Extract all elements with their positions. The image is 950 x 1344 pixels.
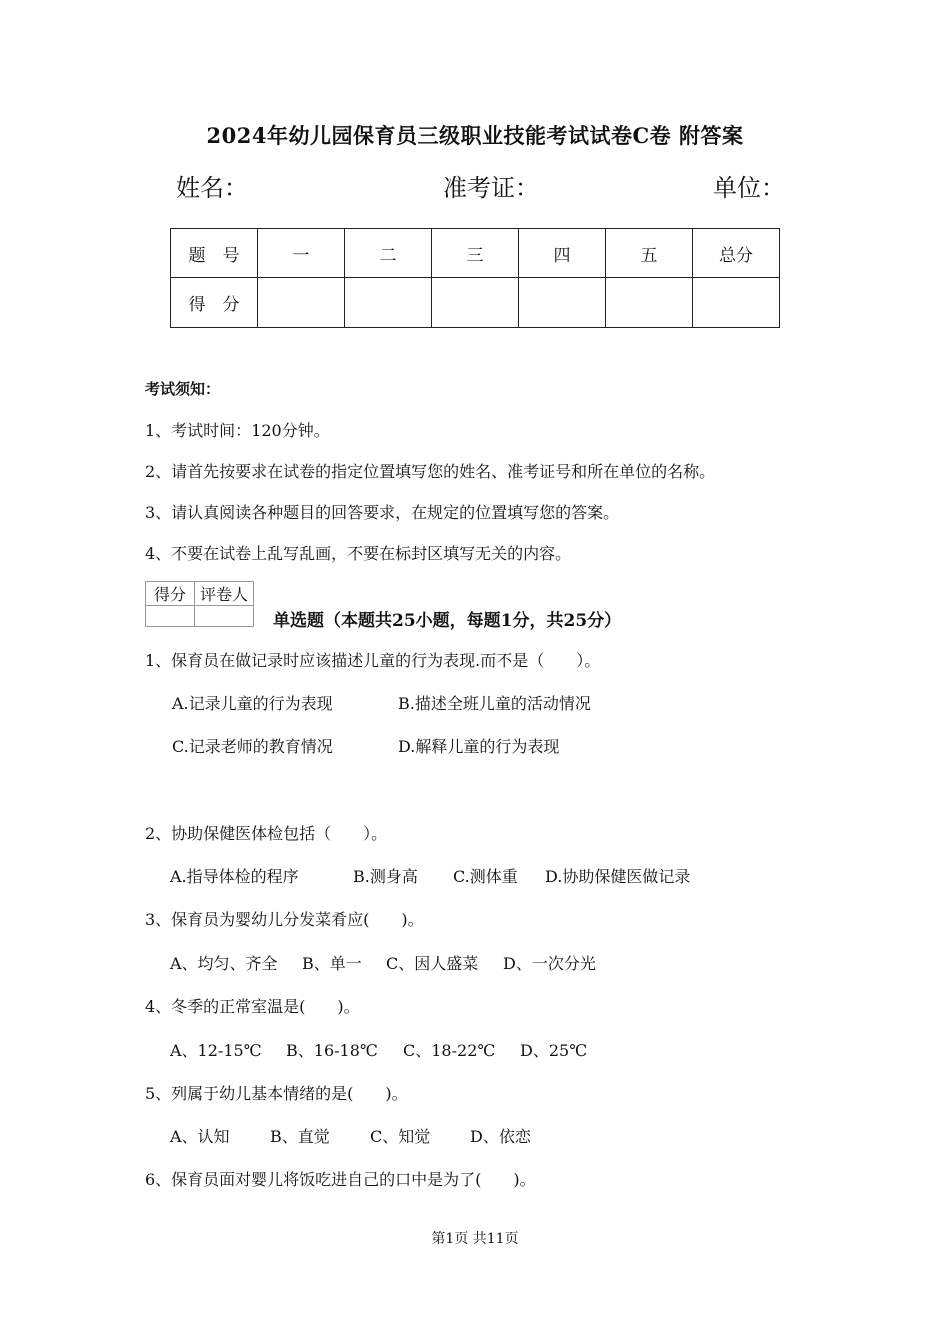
question-option: A、均匀、齐全 xyxy=(170,954,278,973)
question-option: B、单一 xyxy=(302,954,362,973)
question-option: C、18-22℃ xyxy=(403,1041,496,1060)
section-title: 单选题（本题共25小题，每题1分，共25分） xyxy=(273,611,622,631)
question-text: 5、列属于幼儿基本情绪的是( )。 xyxy=(145,1084,408,1103)
unit-field-label: 单位： xyxy=(713,174,785,202)
score-table-row-label: 得 分 xyxy=(171,278,258,328)
notice-item: 4、不要在试卷上乱写乱画，不要在标封区填写无关的内容。 xyxy=(145,544,572,563)
grader-reviewer-label: 评卷人 xyxy=(195,582,254,606)
question-option: A.指导体检的程序 xyxy=(170,867,299,886)
question-text: 4、冬季的正常室温是( )。 xyxy=(145,997,360,1016)
question-option: D.协助保健医做记录 xyxy=(545,867,691,886)
question-option: A、认知 xyxy=(170,1127,230,1146)
notice-item: 1、考试时间：120分钟。 xyxy=(145,421,330,440)
question-option: C.测体重 xyxy=(453,867,518,886)
grader-score-cell xyxy=(146,606,195,627)
grader-score-label: 得分 xyxy=(146,582,195,606)
question-text: 1、保育员在做记录时应该描述儿童的行为表现.而不是（ ）。 xyxy=(145,651,601,670)
exam-id-field-label: 准考证： xyxy=(443,174,539,202)
question-option: B.测身高 xyxy=(353,867,418,886)
question-option: B、16-18℃ xyxy=(286,1041,378,1060)
score-table-header-row xyxy=(171,229,780,278)
page-footer: 第1页 共11页 xyxy=(431,1231,519,1247)
question-option: C、知觉 xyxy=(370,1127,431,1146)
score-cell xyxy=(432,278,519,328)
question-option: C、因人盛菜 xyxy=(386,954,479,973)
score-table-header-cell: 二 xyxy=(345,229,432,278)
question-text: 2、协助保健医体检包括（ ）。 xyxy=(145,824,388,843)
grader-box xyxy=(145,581,254,627)
score-cell xyxy=(258,278,345,328)
question-option: B.描述全班儿童的活动情况 xyxy=(398,694,591,713)
question-option: D、依恋 xyxy=(470,1127,531,1146)
question-text: 6、保育员面对婴儿将饭吃进自己的口中是为了( )。 xyxy=(145,1170,536,1189)
score-cell xyxy=(345,278,432,328)
score-table-score-row xyxy=(171,278,780,328)
score-cell xyxy=(519,278,606,328)
notice-item: 2、请首先按要求在试卷的指定位置填写您的姓名、准考证号和所在单位的名称。 xyxy=(145,462,716,481)
question-text: 3、保育员为婴幼儿分发菜肴应( )。 xyxy=(145,910,424,929)
question-option: D、25℃ xyxy=(520,1041,588,1060)
question-option: D.解释儿童的行为表现 xyxy=(398,737,560,756)
score-table-header-cell: 总分 xyxy=(693,229,780,278)
grader-reviewer-cell xyxy=(195,606,254,627)
score-cell xyxy=(606,278,693,328)
name-field-label: 姓名： xyxy=(176,174,248,202)
question-option: A.记录儿童的行为表现 xyxy=(172,694,333,713)
question-option: B、直觉 xyxy=(270,1127,330,1146)
notice-heading: 考试须知： xyxy=(145,380,221,398)
score-cell xyxy=(693,278,780,328)
question-option: A、12-15℃ xyxy=(170,1041,262,1060)
score-table-header-cell: 三 xyxy=(432,229,519,278)
score-table xyxy=(170,228,780,328)
score-table-header-cell: 四 xyxy=(519,229,606,278)
notice-item: 3、请认真阅读各种题目的回答要求，在规定的位置填写您的答案。 xyxy=(145,503,620,522)
document-title: 2024年幼儿园保育员三级职业技能考试试卷C卷 附答案 xyxy=(206,123,744,148)
question-option: C.记录老师的教育情况 xyxy=(172,737,333,756)
score-table-header-cell: 一 xyxy=(258,229,345,278)
question-option: D、一次分光 xyxy=(503,954,596,973)
score-table-header-cell: 五 xyxy=(606,229,693,278)
score-table-header-cell: 题 号 xyxy=(171,229,258,278)
